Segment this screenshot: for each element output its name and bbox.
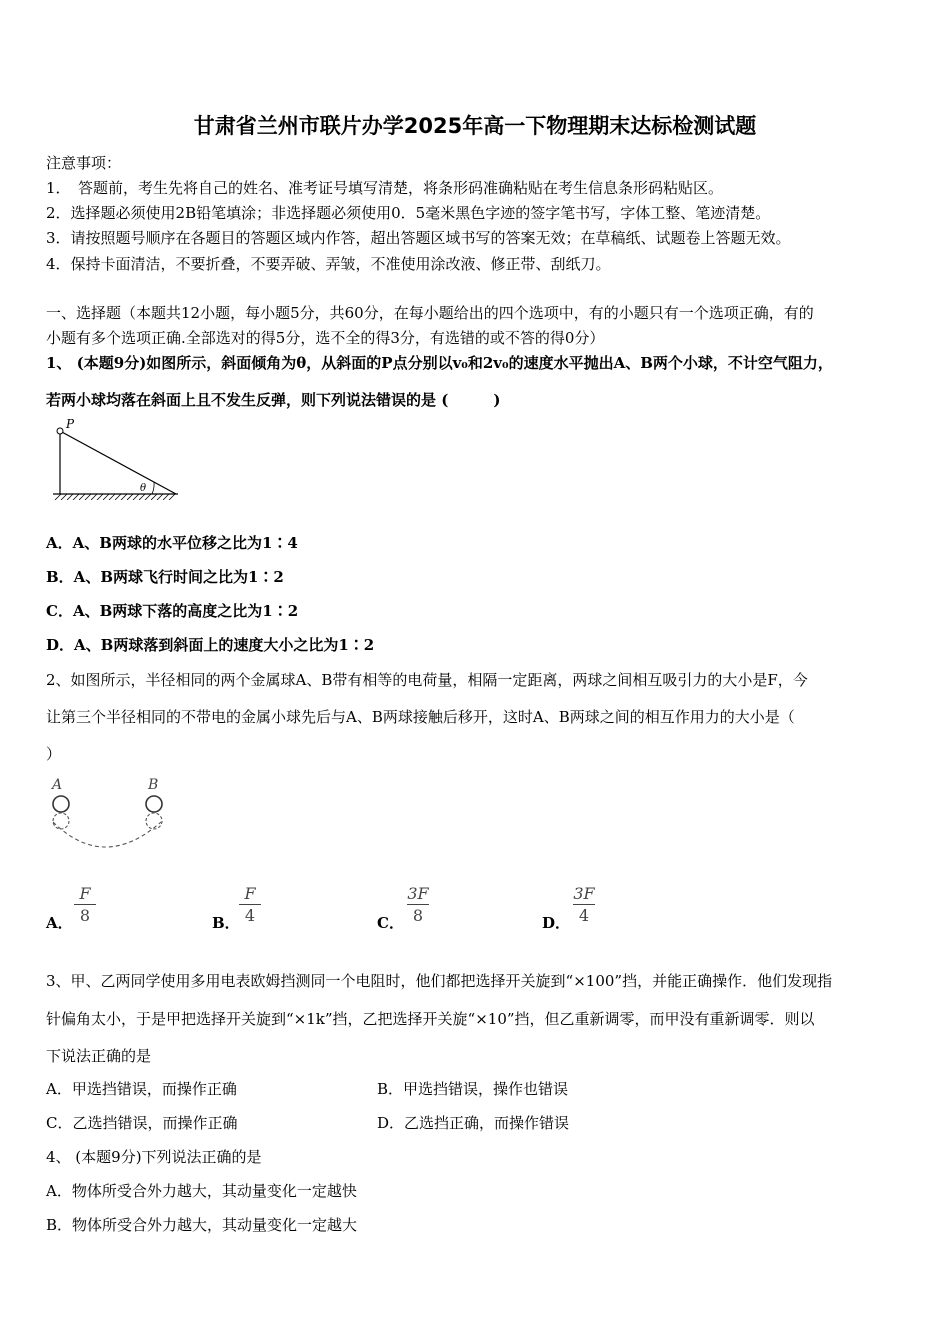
third-sphere-at-a	[53, 813, 69, 829]
q2-stem: 让第三个半径相同的不带电的金属小球先后与A、B两球接触后移开，这时A、B两球之间的相互作用力的大小是（	[46, 708, 795, 726]
fraction-bar	[407, 904, 429, 905]
q2-option-letter: A．	[46, 914, 73, 932]
spheres-figure	[44, 772, 174, 854]
q3-stem: 3、甲、乙两同学使用多用电表欧姆挡测同一个电阻时，他们都把选择开关旋到“×100”挡，并能正确操作．他们发现指	[46, 972, 833, 990]
fraction-denominator: 8	[79, 906, 91, 925]
sphere-b-label: B	[148, 777, 159, 793]
section-instructions: 小题有多个选项正确.全部选对的得5分，选不全的得3分，有选错的或不答的得0分）	[46, 329, 605, 347]
q3-option: A．甲选挡错误，而操作正确	[46, 1080, 237, 1098]
point-p-label: P	[66, 417, 75, 431]
point-p-marker	[57, 428, 63, 434]
fraction-denominator: 8	[412, 906, 424, 925]
fraction-denominator: 4	[244, 906, 256, 925]
q3-option: B．甲选挡错误，操作也错误	[377, 1080, 569, 1098]
q4-option: A．物体所受合外力越大，其动量变化一定越快	[46, 1182, 357, 1200]
q2-option-fraction	[407, 884, 429, 925]
sphere-a	[53, 796, 69, 812]
q2-option-letter: D．	[542, 914, 571, 932]
q2-option-fraction	[239, 884, 261, 925]
sphere-b	[146, 796, 162, 812]
third-sphere-path	[53, 822, 161, 847]
q1-option: D．A、B两球落到斜面上的速度大小之比为1∶2	[46, 636, 375, 654]
third-sphere-at-b	[146, 813, 162, 829]
fraction-bar	[573, 904, 595, 905]
angle-theta-label: θ	[140, 483, 147, 494]
notice-item: 2．选择题必须使用2B铅笔填涂；非选择题必须使用0．5毫米黑色字迹的签字笔书写，字体工整、笔迹清楚。	[46, 204, 771, 222]
q2-option-fraction	[573, 884, 595, 925]
fraction-numerator: 3F	[573, 884, 595, 903]
section-instructions: 一、选择题（本题共12小题，每小题5分，共60分，在每小题给出的四个选项中，有的小题只有一个选项正确，有的	[46, 304, 814, 322]
q3-stem: 针偏角太小，于是甲把选择开关旋到“×1k”挡，乙把选择开关旋“×10”挡，但乙重新调零，而甲没有重新调零．则以	[46, 1010, 815, 1028]
q2-stem: ）	[46, 745, 62, 763]
ground-hatching	[55, 494, 175, 500]
q2-option-letter: B．	[212, 914, 240, 932]
fraction-numerator: 3F	[407, 884, 429, 903]
angle-arc	[152, 482, 154, 494]
q2-option-letter: C．	[377, 914, 404, 932]
q1-stem: 若两小球均落在斜面上且不发生反弹，则下列说法错误的是 ( )	[46, 391, 501, 409]
fraction-numerator: F	[79, 884, 91, 903]
q1-stem: 1、 (本题9分)如图所示，斜面倾角为θ，从斜面的P点分别以v₀和2v₀的速度水平抛出A、B两个小球，不计空气阻力，	[46, 354, 833, 372]
notice-item: 4．保持卡面清洁，不要折叠，不要弄破、弄皱，不准使用涂改液、修正带、刮纸刀。	[46, 255, 611, 273]
q3-option: C．乙选挡错误，而操作正确	[46, 1114, 238, 1132]
notice-item: 3．请按照题号顺序在各题目的答题区域内作答，超出答题区域书写的答案无效；在草稿纸、试题卷上答题无效。	[46, 229, 791, 247]
q1-option: A．A、B两球的水平位移之比为1∶4	[46, 534, 298, 552]
fraction-denominator: 4	[578, 906, 590, 925]
q4-stem: 4、 (本题9分)下列说法正确的是	[46, 1148, 262, 1166]
q1-option: C．A、B两球下落的高度之比为1∶2	[46, 602, 299, 620]
q2-stem: 2、如图所示，半径相同的两个金属球A、B带有相等的电荷量，相隔一定距离，两球之间相互吸引力的大小是F，今	[46, 671, 808, 689]
fraction-bar	[74, 904, 96, 905]
q4-option: B．物体所受合外力越大，其动量变化一定越大	[46, 1216, 358, 1234]
page-title: 甘肃省兰州市联片办学2025年高一下物理期末达标检测试题	[193, 114, 757, 138]
notice-heading: 注意事项：	[46, 154, 122, 172]
incline-figure	[48, 416, 183, 500]
fraction-numerator: F	[244, 884, 256, 903]
notice-item: 1． 答题前，考生先将自己的姓名、准考证号填写清楚，将条形码准确粘贴在考生信息条形码粘贴区。	[46, 179, 724, 197]
q2-option-fraction	[74, 884, 96, 925]
q3-stem: 下说法正确的是	[46, 1047, 152, 1065]
incline-slope	[60, 431, 176, 494]
sphere-a-label: A	[52, 777, 63, 793]
q1-option: B．A、B两球飞行时间之比为1∶2	[46, 568, 284, 586]
fraction-bar	[239, 904, 261, 905]
q3-option: D．乙选挡正确，而操作错误	[377, 1114, 570, 1132]
